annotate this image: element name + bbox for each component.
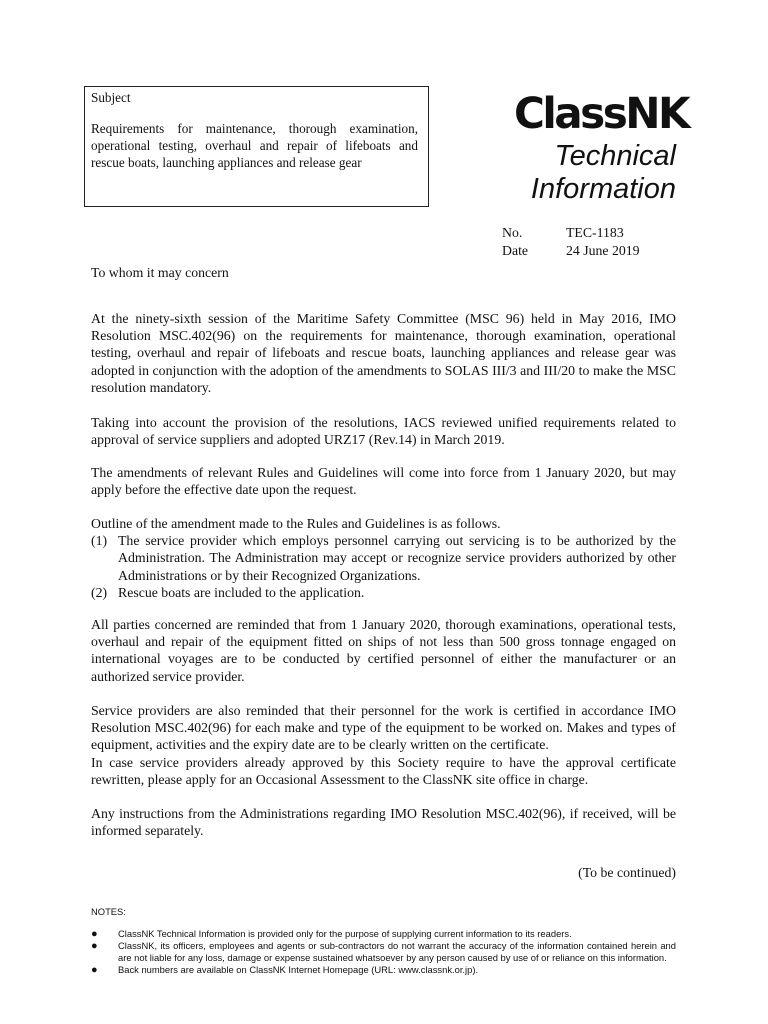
paragraph-instructions: Any instructions from the Administrations regarding IMO Resolution MSC.402(96), if received, will be informed separately.: [91, 806, 676, 839]
list-item: [91, 532, 676, 584]
subject-label: Subject: [91, 90, 131, 105]
date-value: 24 June 2019: [566, 243, 640, 258]
number-label: No.: [502, 225, 523, 240]
bullet-icon: ●: [91, 964, 98, 976]
paragraph-parties-reminder: All parties concerned are reminded that from 1 January 2020, thorough examinations, operational tests, overhaul and repair of the equipment fitted on ships of not less than 500 gross tonnage engaged on international voyages are to be conducted by certified personnel of either the manufacturer or an authorized service provider.: [91, 617, 676, 684]
list-item-number: (2): [91, 584, 108, 600]
list-item-text: The service provider which employs personnel carrying out servicing is to be authorized by the Administration. The Administration may accept or recognize service providers authorized by other Administrations or by their Recognized Organizations.: [118, 533, 676, 583]
service-providers-text: Service providers are also reminded that their personnel for the work is certified in accordance IMO Resolution MSC.402(96) for each make and type of the equipment to be worked on. Makes and types of equipment, activities and the expiry date are to be clearly written on the certificate.: [91, 703, 676, 753]
subject-text: Requirements for maintenance, thorough examination, operational testing, overhaul and repair of lifeboats and rescue boats, launching appliances and release gear: [91, 121, 418, 170]
outline-section: [91, 515, 676, 601]
salutation: To whom it may concern: [91, 265, 229, 280]
paragraph-service-providers: [91, 702, 676, 788]
to-be-continued: (To be continued): [578, 865, 676, 880]
title-line-technical: Technical: [554, 140, 676, 172]
bullet-icon: ●: [91, 940, 98, 952]
notes-heading: NOTES:: [91, 906, 126, 917]
list-item-text: Rescue boats are included to the application.: [118, 584, 365, 600]
outline-intro: Outline of the amendment made to the Rules and Guidelines is as follows.: [91, 516, 501, 531]
technical-information-title: [500, 140, 676, 206]
subject-box: [84, 86, 429, 207]
list-item-number: (1): [91, 533, 108, 549]
note-text: ClassNK, its officers, employees and agents or sub-contractors do not warrant the accuracy of the information contained herein and are not liable for any loss, damage or expense sustained whatsoever by any person caused by use of or reliance on this information.: [118, 940, 676, 963]
paragraph-iacs: Taking into account the provision of the resolutions, IACS reviewed unified requirements related to approval of service suppliers and adopted URZ17 (Rev.14) in March 2019.: [91, 415, 676, 448]
document-meta: [502, 224, 682, 264]
note-item: [91, 928, 676, 940]
bullet-icon: ●: [91, 928, 98, 940]
date-label: Date: [502, 243, 529, 258]
notes-section: [91, 906, 676, 976]
note-item: [91, 940, 676, 964]
title-line-information: Information: [530, 173, 676, 205]
note-item: [91, 964, 676, 976]
note-text: Back numbers are available on ClassNK Internet Homepage (URL: www.classnk.or.jp).: [118, 964, 479, 975]
paragraph-amendments: The amendments of relevant Rules and Guidelines will come into force from 1 January 2020, but may apply before the effective date upon the request.: [91, 465, 676, 498]
note-text: ClassNK Technical Information is provided only for the purpose of supplying current information to its readers.: [118, 928, 572, 939]
list-item: [91, 584, 676, 601]
approval-certificate-text: In case service providers already approved by this Society require to have the approval certificate rewritten, please apply for an Occasional Assessment to the ClassNK site office in charge.: [91, 754, 676, 787]
paragraph-msc96: At the ninety-sixth session of the Maritime Safety Committee (MSC 96) held in May 2016, IMO Resolution MSC.402(96) on the requirements for maintenance, thorough examination, operational testing, overhaul and repair of lifeboats and rescue boats, launching appliances and release gear was adopted in conjunction with the adoption of the amendments to SOLAS III/3 and III/20 to make the MSC resolution mandatory.: [91, 311, 676, 395]
number-value: TEC-1183: [566, 225, 624, 240]
classnk-logo: ClassNK: [514, 89, 689, 139]
